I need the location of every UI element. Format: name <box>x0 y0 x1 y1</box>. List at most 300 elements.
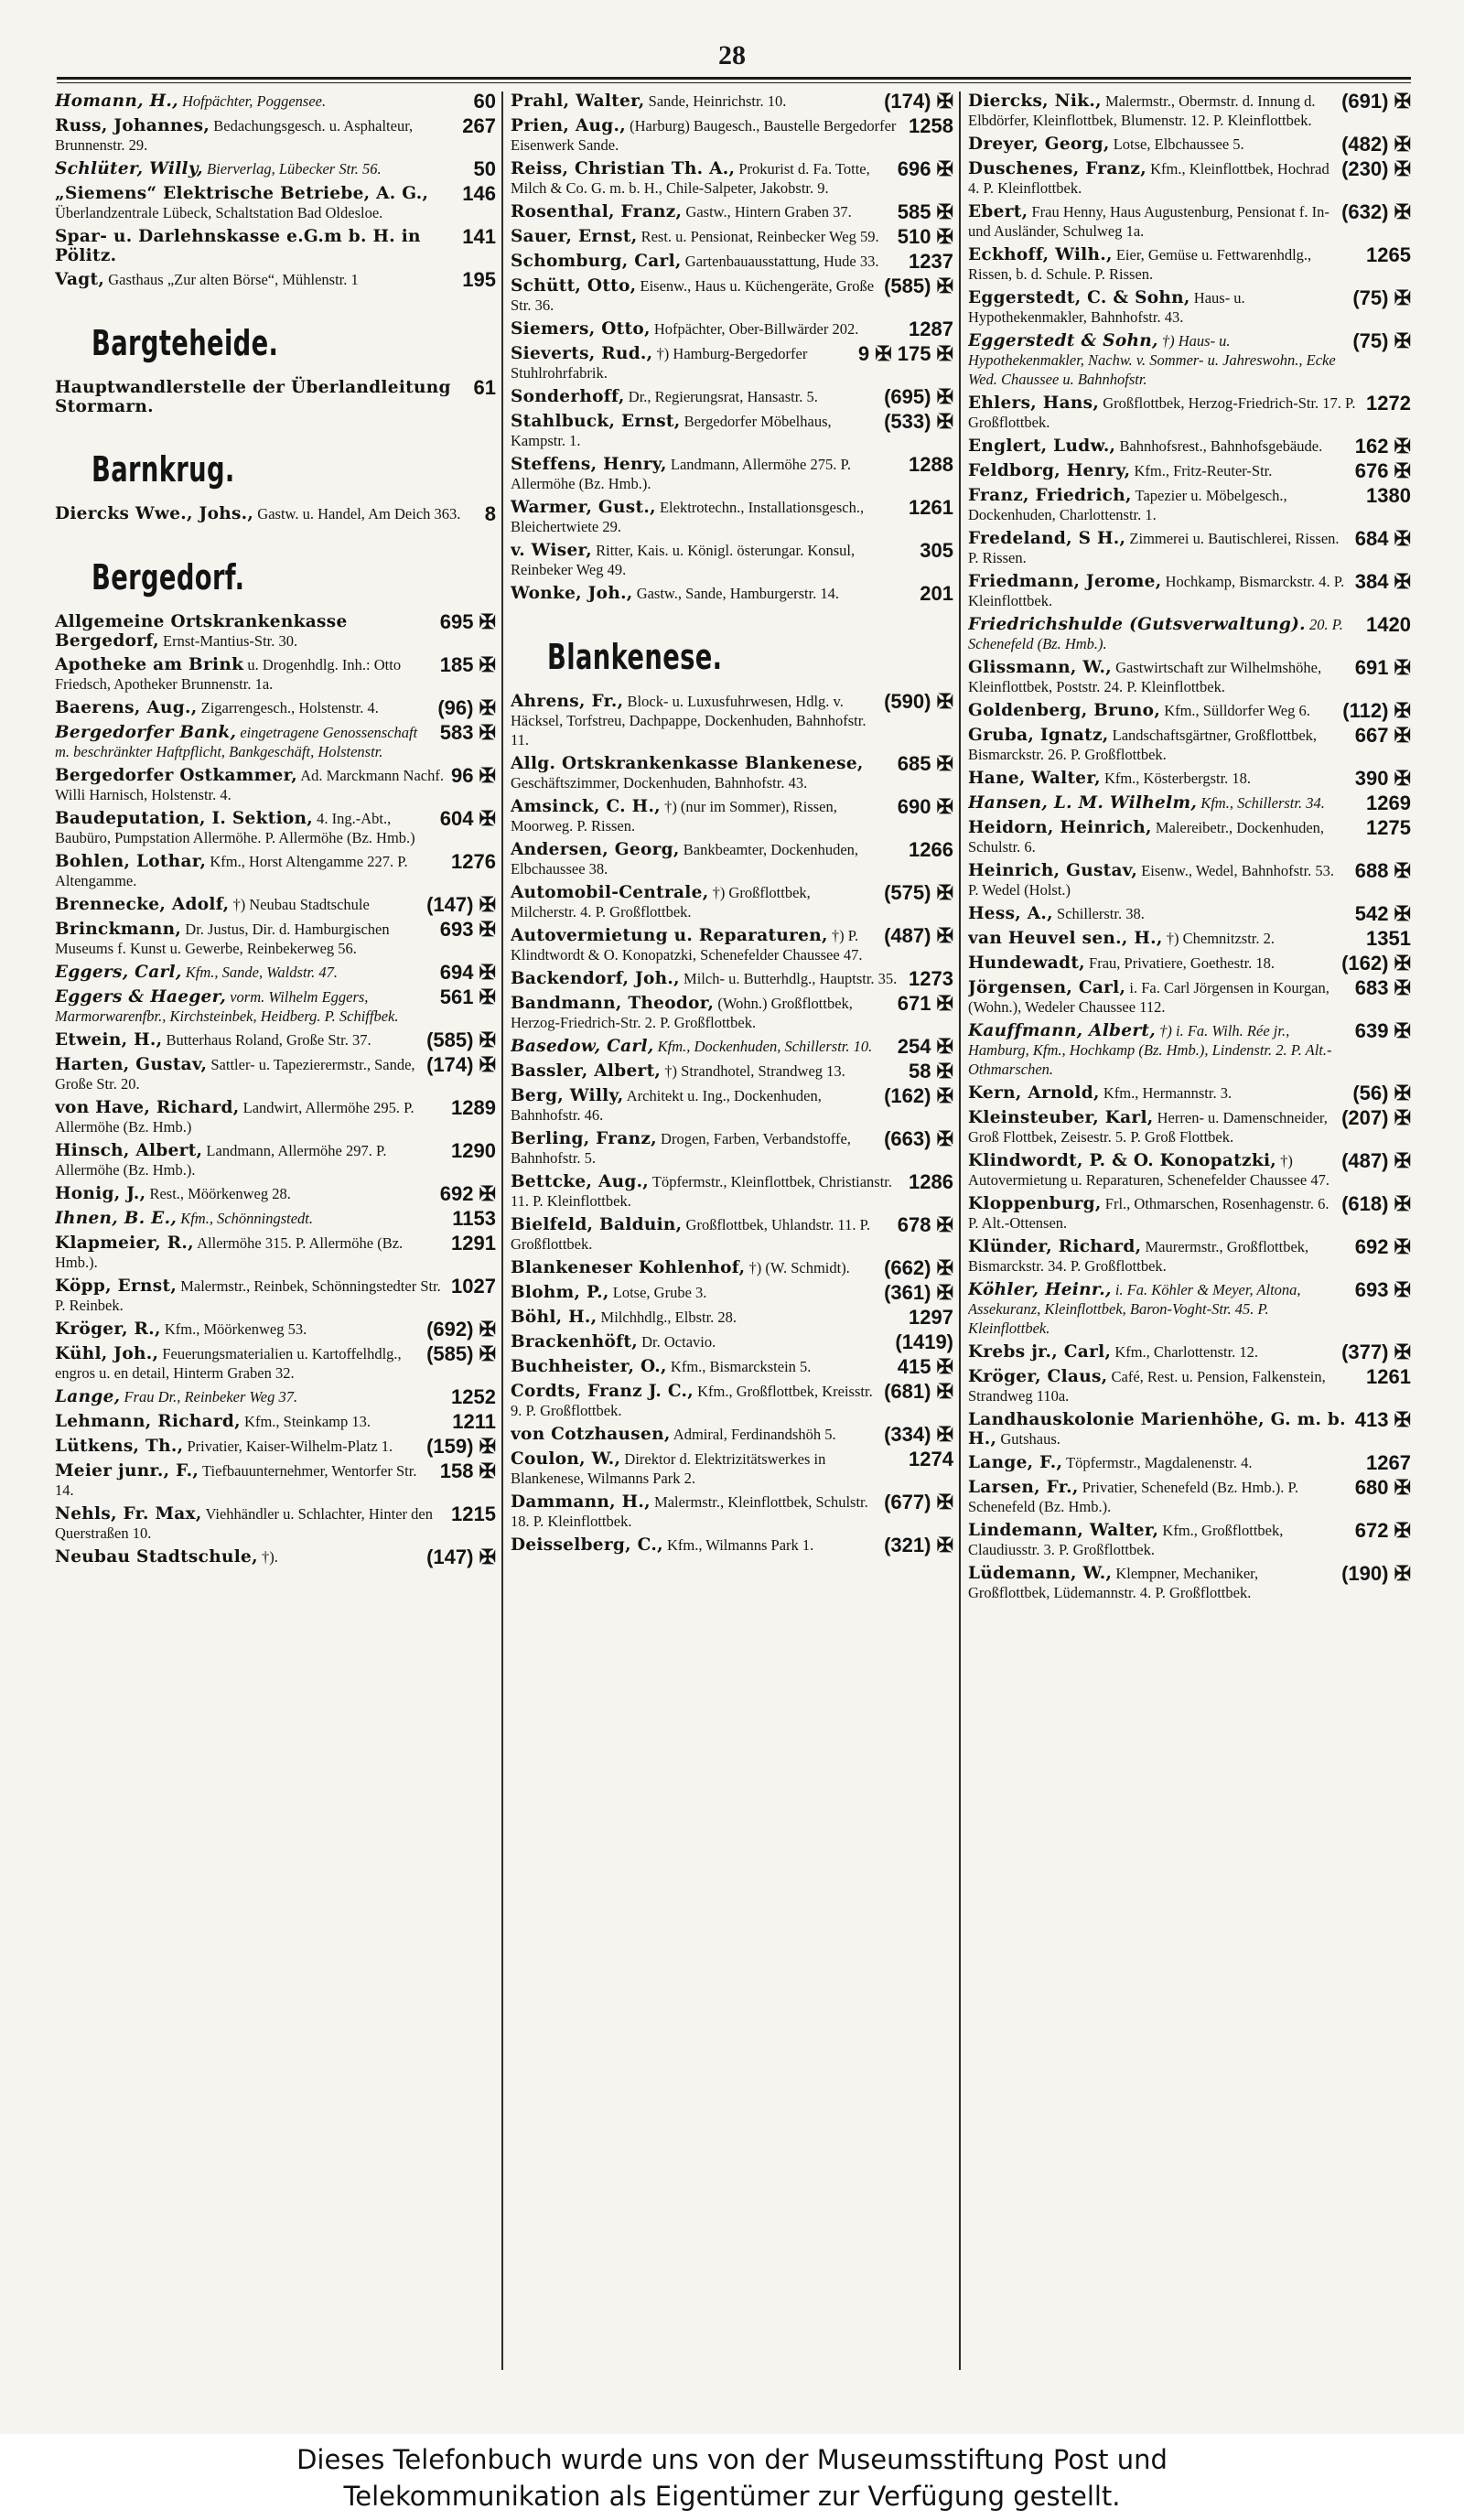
entry-name: Lehmann, Richard, <box>55 1412 241 1431</box>
phone-number: (487) ✠ <box>1341 1149 1411 1172</box>
entry-name: Eggers & Haeger, <box>55 987 227 1007</box>
entry-details: vorm. Wilhelm Eggers, Marmorwarenfbr., Kirchsteinbek, Heidberg. P. Schiffbek. <box>55 988 399 1025</box>
entry-details: Kfm., Schillerstr. 34. <box>1200 794 1325 812</box>
entry-name: Automobil-Centrale, <box>511 883 709 902</box>
phone-number: 695 ✠ <box>439 610 496 633</box>
entry-name: Autovermietung u. Reparaturen, <box>511 926 828 945</box>
entry-details: Töpfermstr., Magdalenenstr. 4. <box>1066 1454 1253 1471</box>
phone-number: 692 ✠ <box>1354 1235 1411 1258</box>
phone-number: (681) ✠ <box>884 1380 953 1403</box>
directory-entry <box>511 994 953 1032</box>
phone-number: 604 ✠ <box>439 807 496 830</box>
directory-entry <box>511 159 953 198</box>
entry-details: Privatier, Schenefeld (Bz. Hmb.). P. Schenefeld (Bz. Hmb.). <box>968 1479 1298 1515</box>
phone-number: 693 ✠ <box>439 918 496 941</box>
entry-details: Gasthaus „Zur alten Börse“, Mühlenstr. 1 <box>108 271 359 288</box>
phone-number: (207) ✠ <box>1341 1106 1411 1129</box>
entry-name: Berg, Willy, <box>511 1086 624 1105</box>
phone-number: 583 ✠ <box>439 721 496 744</box>
entry-name: Franz, Friedrich, <box>968 486 1132 505</box>
directory-entry <box>55 1098 496 1136</box>
entry-details: i. Fa. Köhler & Meyer, Altona, Assekuranz, Kleinflottbek, Baron-Voght-Str. 45. P. Kleinflottbek. <box>968 1281 1301 1337</box>
phone-number: (1419) <box>895 1330 953 1353</box>
entry-details: Rest. u. Pensionat, Reinbecker Weg 59. <box>640 228 879 245</box>
entry-details: Gastw. u. Handel, Am Deich 363. <box>257 505 461 522</box>
entry-name: Harten, Gustav, <box>55 1055 208 1074</box>
entry-name: Russ, Johannes, <box>55 116 210 135</box>
entry-details: Kfm., Wilmanns Park 1. <box>666 1536 814 1554</box>
entry-details: Malermstr., Obermstr. d. Innung d. Elbdörfer, Kleinflottbek, Blumenstr. 12. P. Kleinflottbek. <box>968 92 1316 129</box>
entry-name: Warmer, Gust., <box>511 498 656 517</box>
directory-entry <box>511 1357 953 1377</box>
phone-number: 305 <box>920 539 953 562</box>
entry-details: Frl., Othmarschen, Rosenhagenstr. 6. P. Alt.-Ottensen. <box>968 1195 1329 1232</box>
entry-details: Direktor d. Elektrizitätswerkes in Blankenese, Wilmanns Park 2. <box>511 1450 826 1487</box>
entry-name: Böhl, H., <box>511 1308 597 1327</box>
entry-name: Jörgensen, Carl, <box>968 978 1126 997</box>
directory-entry <box>968 726 1411 764</box>
directory-entry <box>55 1547 496 1567</box>
phone-number: (632) ✠ <box>1341 200 1411 223</box>
entry-details: Elektrotechn., Installationsgesch., Bleichertwiete 29. <box>511 499 865 535</box>
entry-name: Lange, F., <box>968 1453 1063 1472</box>
entry-name: Köhler, Heinr., <box>968 1280 1112 1299</box>
phone-number: 1297 <box>909 1306 953 1329</box>
phone-number: (590) ✠ <box>884 690 953 713</box>
directory-entry <box>55 1233 496 1272</box>
entry-name: Ahrens, Fr., <box>511 692 624 711</box>
entry-name: Krebs jr., Carl, <box>968 1342 1112 1362</box>
entry-details: Bedachungsgesch. u. Asphalteur, Brunnenstr. 29. <box>55 117 414 154</box>
entry-details: Zimmerei u. Bautischlerei, Rissen. P. Rissen. <box>968 530 1340 566</box>
phone-number: 676 ✠ <box>1354 459 1411 482</box>
entry-name: Heinrich, Gustav, <box>968 861 1138 880</box>
entry-details: Dr. Justus, Dir. d. Hamburgischen Museums f. Kunst u. Gewerbe, Reinbekerweg 56. <box>55 921 390 957</box>
directory-entry <box>511 1449 953 1488</box>
entry-name: Steffens, Henry, <box>511 455 667 474</box>
directory-entry <box>511 1086 953 1125</box>
entry-name: Kloppenburg, <box>968 1194 1102 1213</box>
entry-details: Kfm., Dockenhuden, Schillerstr. 10. <box>657 1038 873 1055</box>
phone-number: (75) ✠ <box>1352 286 1411 309</box>
phone-number: 542 ✠ <box>1354 902 1411 925</box>
entry-details: Kfm., Bismarckstein 5. <box>670 1358 812 1375</box>
phone-number: 685 ✠ <box>897 752 953 775</box>
entry-details: Lotse, Grube 3. <box>612 1284 707 1301</box>
directory-entry <box>511 1535 953 1556</box>
phone-number: 680 ✠ <box>1354 1476 1411 1499</box>
footer-line-1: Dieses Telefonbuch wurde uns von der Museumsstiftung Post und <box>296 2444 1168 2475</box>
directory-entry <box>55 766 496 804</box>
entry-details: Landwirt, Allermöhe 295. P. Allermöhe (Bz. Hmb.) <box>55 1099 414 1136</box>
entry-name: Andersen, Georg, <box>511 840 680 859</box>
directory-entry <box>511 1425 953 1445</box>
phone-number: (585) ✠ <box>426 1342 496 1365</box>
directory-entry <box>968 1478 1411 1516</box>
directory-entry <box>968 159 1411 198</box>
footer-notice <box>0 2434 1464 2520</box>
entry-details: Milch- u. Butterhdlg., Hauptstr. 35. <box>684 970 898 987</box>
directory-entry <box>511 692 953 749</box>
footer-line-2: Telekommunikation als Eigentümer zur Verfügung gestellt. <box>343 2481 1121 2512</box>
entry-details: Milchhdlg., Elbstr. 28. <box>600 1308 737 1326</box>
phone-number: 1276 <box>451 850 496 873</box>
directory-entry <box>55 895 496 915</box>
phone-number: 146 <box>462 182 496 205</box>
directory-entry <box>511 227 953 247</box>
directory-entry <box>968 486 1411 524</box>
entry-details: Butterhaus Roland, Große Str. 37. <box>166 1031 371 1049</box>
entry-details: †) Chemnitzstr. 2. <box>1166 930 1276 947</box>
phone-number: 162 ✠ <box>1354 435 1411 458</box>
directory-entry <box>968 92 1411 130</box>
entry-name: Bohlen, Lothar, <box>55 852 207 871</box>
phone-number: (334) ✠ <box>884 1423 953 1446</box>
directory-entry <box>55 1504 496 1543</box>
directory-entry <box>511 455 953 493</box>
directory-column-1 <box>55 92 496 2361</box>
directory-entry <box>968 1021 1411 1079</box>
phone-number: 185 ✠ <box>439 653 496 676</box>
entry-details: Kfm., Sülldorfer Weg 6. <box>1164 702 1310 719</box>
entry-name: Eggerstedt, C. & Sohn, <box>968 288 1190 307</box>
entry-name: Blankeneser Kohlenhof, <box>511 1258 746 1277</box>
entry-name: Buchheister, O., <box>511 1357 667 1376</box>
directory-entry <box>511 883 953 921</box>
entry-name: Bergedorfer Bank, <box>55 723 237 742</box>
entry-name: Ehlers, Hans, <box>968 393 1100 413</box>
phone-number: 158 ✠ <box>439 1459 496 1482</box>
entry-name: Hinsch, Albert, <box>55 1141 203 1160</box>
entry-details: Dr., Regierungsrat, Hansastr. 5. <box>628 388 818 405</box>
entry-details: Sattler- u. Tapezierermstr., Sande, Große Str. 20. <box>55 1056 415 1093</box>
entry-details: Frau Dr., Reinbeker Weg 37. <box>124 1388 298 1405</box>
phone-number: 195 <box>462 268 496 291</box>
entry-details: Malereibetr., Dockenhuden, Schulstr. 6. <box>968 819 1325 856</box>
phone-number: 678 ✠ <box>897 1213 953 1236</box>
phone-number: (56) ✠ <box>1352 1082 1411 1104</box>
entry-details: Kfm., Charlottenstr. 12. <box>1114 1343 1259 1361</box>
entry-details: Schillerstr. 38. <box>1057 905 1145 922</box>
entry-details: eingetragene Genossenschaft m. beschränkter Haftpflicht, Bankgeschäft, Holstenstr. <box>55 724 418 760</box>
phone-number: 639 ✠ <box>1354 1019 1411 1042</box>
phone-number: 58 ✠ <box>908 1060 953 1082</box>
entry-name: Bassler, Albert, <box>511 1061 662 1081</box>
entry-name: Englert, Ludw., <box>968 436 1116 456</box>
entry-name: Kern, Arnold, <box>968 1083 1100 1103</box>
entry-name: Sieverts, Rud., <box>511 344 653 363</box>
entry-details: Sande, Heinrichstr. 10. <box>648 92 787 110</box>
directory-entry <box>968 861 1411 899</box>
entry-details: †) Großflottbek, Milcherstr. 4. P. Großflottbek. <box>511 884 811 921</box>
entry-name: v. Wiser, <box>511 541 592 560</box>
entry-details: Dr. Octavio. <box>641 1333 716 1351</box>
directory-entry <box>968 1194 1411 1233</box>
entry-name: Berling, Franz, <box>511 1129 657 1148</box>
entry-name: Glissmann, W., <box>968 658 1113 677</box>
directory-column-2 <box>511 92 953 2361</box>
directory-entry <box>55 159 496 179</box>
entry-details: u. Drogenhdlg. Inh.: Otto Friedsch, Apotheker Brunnenstr. 1a. <box>55 656 402 693</box>
directory-entry <box>511 319 953 339</box>
entry-details: Ad. Marckmann Nachf. Willi Harnisch, Holstenstr. 4. <box>55 767 444 803</box>
section-heading: Bargteheide. <box>92 323 279 363</box>
entry-details: Herren- u. Damenschneider, Groß Flottbek, Zeisestr. 5. P. Groß Flottbek. <box>968 1109 1328 1146</box>
entry-details: Hofpächter, Poggensee. <box>181 92 327 110</box>
entry-name: Friedrichshulde (Gutsverwaltung). <box>968 615 1306 634</box>
directory-entry <box>511 202 953 222</box>
entry-details: Bahnhofsrest., Bahnhofsgebäude. <box>1119 437 1323 455</box>
entry-details: Großflottbek, Uhlandstr. 11. P. Großflottbek. <box>511 1216 871 1253</box>
phone-number: 60 <box>473 92 496 113</box>
directory-entry <box>511 969 953 989</box>
entry-details: Eisenw., Haus u. Küchengeräte, Große Str. 36. <box>511 277 875 314</box>
phone-number: 415 ✠ <box>897 1355 953 1378</box>
phone-number: 1265 <box>1366 243 1411 266</box>
directory-entry <box>55 116 496 155</box>
entry-name: Prien, Aug., <box>511 116 627 135</box>
directory-entry <box>968 1367 1411 1405</box>
entry-name: Kröger, Claus, <box>968 1367 1108 1386</box>
directory-entry <box>511 116 953 155</box>
phone-number: 1420 <box>1366 613 1411 636</box>
directory-entry <box>55 1412 496 1432</box>
directory-entry <box>55 1209 496 1229</box>
entry-details: Allermöhe 315. P. Allermöhe (Bz. Hmb.). <box>55 1234 404 1271</box>
entry-name: Deisselberg, C., <box>511 1535 663 1555</box>
entry-name: Klünder, Richard, <box>968 1237 1142 1256</box>
entry-name: Prahl, Walter, <box>511 92 645 111</box>
entry-name: Bergedorfer Ostkammer, <box>55 766 298 785</box>
entry-details: (Harburg) Baugesch., Baustelle Bergedorfer Eisenwerk Sande. <box>511 117 897 154</box>
phone-number: 1351 <box>1366 927 1411 950</box>
phone-number: 8 <box>484 502 496 525</box>
entry-name: Honig, J., <box>55 1184 146 1203</box>
directory-entry <box>511 1061 953 1082</box>
entry-details: Ernst-Mantius-Str. 30. <box>163 632 298 650</box>
entry-name: Baerens, Aug., <box>55 698 198 717</box>
directory-entry <box>55 1437 496 1457</box>
entry-details: Bierverlag, Lübecker Str. 56. <box>207 160 382 178</box>
entry-name: Schomburg, Carl, <box>511 252 682 271</box>
directory-entry <box>55 1387 496 1407</box>
directory-entry <box>55 809 496 847</box>
phone-number: (662) ✠ <box>884 1256 953 1279</box>
entry-name: Lütkens, Th., <box>55 1437 184 1456</box>
directory-entry <box>55 1344 496 1383</box>
directory-entry <box>511 252 953 272</box>
directory-entry <box>968 135 1411 155</box>
directory-entry <box>55 92 496 112</box>
directory-entry <box>511 1308 953 1328</box>
entry-name: Sonderhoff, <box>511 387 625 406</box>
entry-name: Eggers, Carl, <box>55 963 182 982</box>
directory-entry <box>55 723 496 761</box>
entry-name: Diercks Wwe., Johs., <box>55 504 254 523</box>
entry-name: Schlüter, Willy, <box>55 159 203 178</box>
phone-number: 1252 <box>451 1385 496 1408</box>
directory-entry <box>968 1521 1411 1559</box>
directory-entry <box>511 412 953 450</box>
entry-name: Basedow, Carl, <box>511 1037 654 1056</box>
phone-number: 1266 <box>909 838 953 861</box>
entry-details: Landmann, Allermöhe 275. P. Allermöhe (Bz. Hmb.). <box>511 456 851 492</box>
directory-entry <box>968 202 1411 241</box>
phone-number: 9 ✠ 175 ✠ <box>857 342 953 365</box>
directory-entry <box>55 1030 496 1050</box>
entry-details: Rest., Möörkenweg 28. <box>149 1185 291 1202</box>
phone-number: (677) ✠ <box>884 1491 953 1513</box>
entry-name: Klindwordt, P. & O. Konopatzki, <box>968 1151 1277 1170</box>
phone-number: (190) ✠ <box>1341 1562 1411 1585</box>
entry-name: von Have, Richard, <box>55 1098 240 1117</box>
directory-entry <box>511 541 953 579</box>
entry-name: Brennecke, Adolf, <box>55 895 230 914</box>
entry-name: Larsen, Fr., <box>968 1478 1079 1497</box>
phone-number: 690 ✠ <box>897 795 953 818</box>
phone-number: (663) ✠ <box>884 1127 953 1150</box>
entry-name: Apotheke am Brink <box>55 655 244 674</box>
phone-number: 1153 <box>452 1207 496 1230</box>
entry-name: Lindemann, Walter, <box>968 1521 1159 1540</box>
directory-entry <box>511 1258 953 1278</box>
phone-number: (147) ✠ <box>426 893 496 916</box>
entry-details: 4. Ing.-Abt., Baubüro, Pumpstation Allermöhe. P. Allermöhe (Bz. Hmb.) <box>55 810 415 846</box>
entry-details: Landschaftsgärtner, Großflottbek, Bismarckstr. 26. P. Großflottbek. <box>968 727 1318 763</box>
entry-details: Ritter, Kais. u. Königl. österungar. Konsul, Reinbeker Weg 49. <box>511 542 856 578</box>
entry-name: Hane, Walter, <box>968 769 1101 788</box>
phone-number: 1290 <box>451 1139 496 1162</box>
entry-name: Bielfeld, Balduin, <box>511 1215 683 1234</box>
entry-name: Köpp, Ernst, <box>55 1276 178 1296</box>
entry-details: Feuerungsmaterialien u. Kartoffelhdlg., engros u. en detail, Hinterm Graben 32. <box>55 1345 402 1382</box>
entry-name: Friedmann, Jerome, <box>968 572 1162 591</box>
entry-details: Eisenw., Wedel, Bahnhofstr. 53. P. Wedel (Holst.) <box>968 862 1335 899</box>
phone-number: 688 ✠ <box>1354 859 1411 882</box>
phone-number: 141 <box>462 225 496 248</box>
entry-details: Geschäftszimmer, Dockenhuden, Bahnhofstr. 43. <box>511 774 808 792</box>
entry-name: Nehls, Fr. Max, <box>55 1504 202 1524</box>
directory-entry <box>511 584 953 604</box>
phone-number: (377) ✠ <box>1341 1341 1411 1363</box>
page-number: 28 <box>718 40 746 70</box>
entry-details: †) (W. Schmidt). <box>748 1259 850 1276</box>
entry-name: Klapmeier, R., <box>55 1233 194 1253</box>
phone-number: (96) ✠ <box>437 696 496 719</box>
phone-number: (174) ✠ <box>426 1053 496 1076</box>
entry-details: Malermstr., Kleinflottbek, Schulstr. 18. P. Kleinflottbek. <box>511 1493 868 1530</box>
entry-name: Lange, <box>55 1387 121 1406</box>
directory-entry <box>968 331 1411 389</box>
directory-entry <box>968 769 1411 789</box>
directory-entry <box>968 793 1411 813</box>
directory-entry <box>55 852 496 890</box>
phone-number: (695) ✠ <box>884 385 953 408</box>
entry-details: Lotse, Elbchaussee 5. <box>1113 135 1244 153</box>
entry-name: von Cotzhausen, <box>511 1425 671 1444</box>
directory-column-3 <box>968 92 1411 2361</box>
directory-entry <box>968 572 1411 610</box>
entry-details: †). <box>261 1548 278 1566</box>
entry-details: Haus- u. Hypothekenmakler, Bahnhofstr. 43. <box>968 289 1245 326</box>
entry-name: Dammann, H., <box>511 1492 651 1512</box>
phone-number: 413 ✠ <box>1354 1408 1411 1431</box>
phone-number: 1288 <box>909 453 953 476</box>
phone-number: 684 ✠ <box>1354 527 1411 550</box>
directory-entry <box>968 1564 1411 1602</box>
entry-details: 20. P. Schenefeld (Bz. Hmb.). <box>968 616 1343 652</box>
directory-entry <box>511 754 953 792</box>
entry-name: Blohm, P., <box>511 1283 609 1302</box>
entry-name: Allgemeine Ortskrankenkasse Bergedorf, <box>55 612 348 651</box>
directory-entry <box>968 245 1411 284</box>
entry-name: Reiss, Christian Th. A., <box>511 159 736 178</box>
directory-entry <box>968 393 1411 432</box>
entry-details: Malermstr., Reinbek, Schönningstedter Str. P. Reinbek. <box>55 1277 441 1314</box>
phone-number: 1027 <box>451 1275 496 1298</box>
entry-details: Gastw., Sande, Hamburgerstr. 14. <box>636 585 840 602</box>
entry-name: Hansen, L. M. Wilhelm, <box>968 793 1198 813</box>
entry-name: Neubau Stadtschule, <box>55 1547 258 1567</box>
entry-name: „Siemens“ Elektrische Betriebe, A. G., <box>55 184 429 203</box>
phone-number: 1380 <box>1366 484 1411 507</box>
phone-number: (618) ✠ <box>1341 1192 1411 1215</box>
entry-details: Kfm., Schönningstedt. <box>180 1210 314 1227</box>
phone-number: (691) ✠ <box>1341 92 1411 113</box>
entry-details: Kfm., Großflottbek, Kreisstr. 9. P. Großflottbek. <box>511 1383 873 1419</box>
entry-details: †) Hamburg-Bergedorfer Stuhlrohrfabrik. <box>511 345 808 382</box>
phone-number: (321) ✠ <box>884 1534 953 1556</box>
phone-number: 1269 <box>1366 792 1411 814</box>
entry-name: Landhauskolonie Marienhöhe, G. m. b. H., <box>968 1410 1346 1448</box>
phone-number: 1215 <box>451 1502 496 1525</box>
entry-name: Hess, A., <box>968 904 1053 923</box>
phone-number: 692 ✠ <box>439 1182 496 1205</box>
entry-name: Siemers, Otto, <box>511 319 651 339</box>
entry-name: Spar- u. Darlehnskasse e.G.m b. H. in Pölitz. <box>55 227 421 265</box>
directory-entry <box>511 797 953 835</box>
entry-name: Schütt, Otto, <box>511 276 637 296</box>
entry-name: Stahlbuck, Ernst, <box>511 412 681 431</box>
phone-number: 1275 <box>1366 816 1411 839</box>
entry-name: Rosenthal, Franz, <box>511 202 683 221</box>
phone-number: (482) ✠ <box>1341 133 1411 156</box>
entry-details: †) i. Fa. Wilh. Rée jr., Hamburg, Kfm., Hochkamp (Bz. Hmb.), Lindenstr. 2. P. Alt.-Othmarschen. <box>968 1022 1332 1078</box>
entry-details: †) Neubau Stadtschule <box>232 896 370 913</box>
entry-details: Bankbeamter, Dockenhuden, Elbchaussee 38. <box>511 841 859 878</box>
entry-details: Kfm., Großflottbek, Claudiusstr. 3. P. Großflottbek. <box>968 1522 1284 1558</box>
directory-entry <box>968 436 1411 457</box>
entry-details: †) Strandhotel, Strandweg 13. <box>664 1062 845 1080</box>
entry-details: Gartenbauausstattung, Hude 33. <box>684 253 879 270</box>
phone-number: 1273 <box>909 967 953 990</box>
phone-number: (361) ✠ <box>884 1281 953 1304</box>
directory-entry <box>968 953 1411 974</box>
entry-details: Hochkamp, Bismarckstr. 4. P. Kleinflottbek. <box>968 573 1345 609</box>
entry-details: Bergedorfer Möbelhaus, Kampstr. 1. <box>511 413 832 449</box>
entry-name: van Heuvel sen., H., <box>968 929 1163 948</box>
directory-entry <box>511 276 953 315</box>
directory-entry <box>55 655 496 694</box>
phone-number: 510 ✠ <box>897 225 953 248</box>
phone-number: 1261 <box>1366 1365 1411 1388</box>
directory-entry <box>968 1280 1411 1338</box>
phone-number: 1211 <box>452 1410 496 1433</box>
phone-number: 1286 <box>909 1170 953 1193</box>
phone-number: 390 ✠ <box>1354 767 1411 790</box>
entry-details: Block- u. Luxusfuhrwesen, Hdlg. v. Häcksel, Torfstreu, Dachpappe, Dockenhuden, Bahnhofstr. 11. <box>511 693 867 748</box>
entry-details: Maurermstr., Großflottbek, Bismarckstr. 34. P. Großflottbek. <box>968 1238 1309 1275</box>
